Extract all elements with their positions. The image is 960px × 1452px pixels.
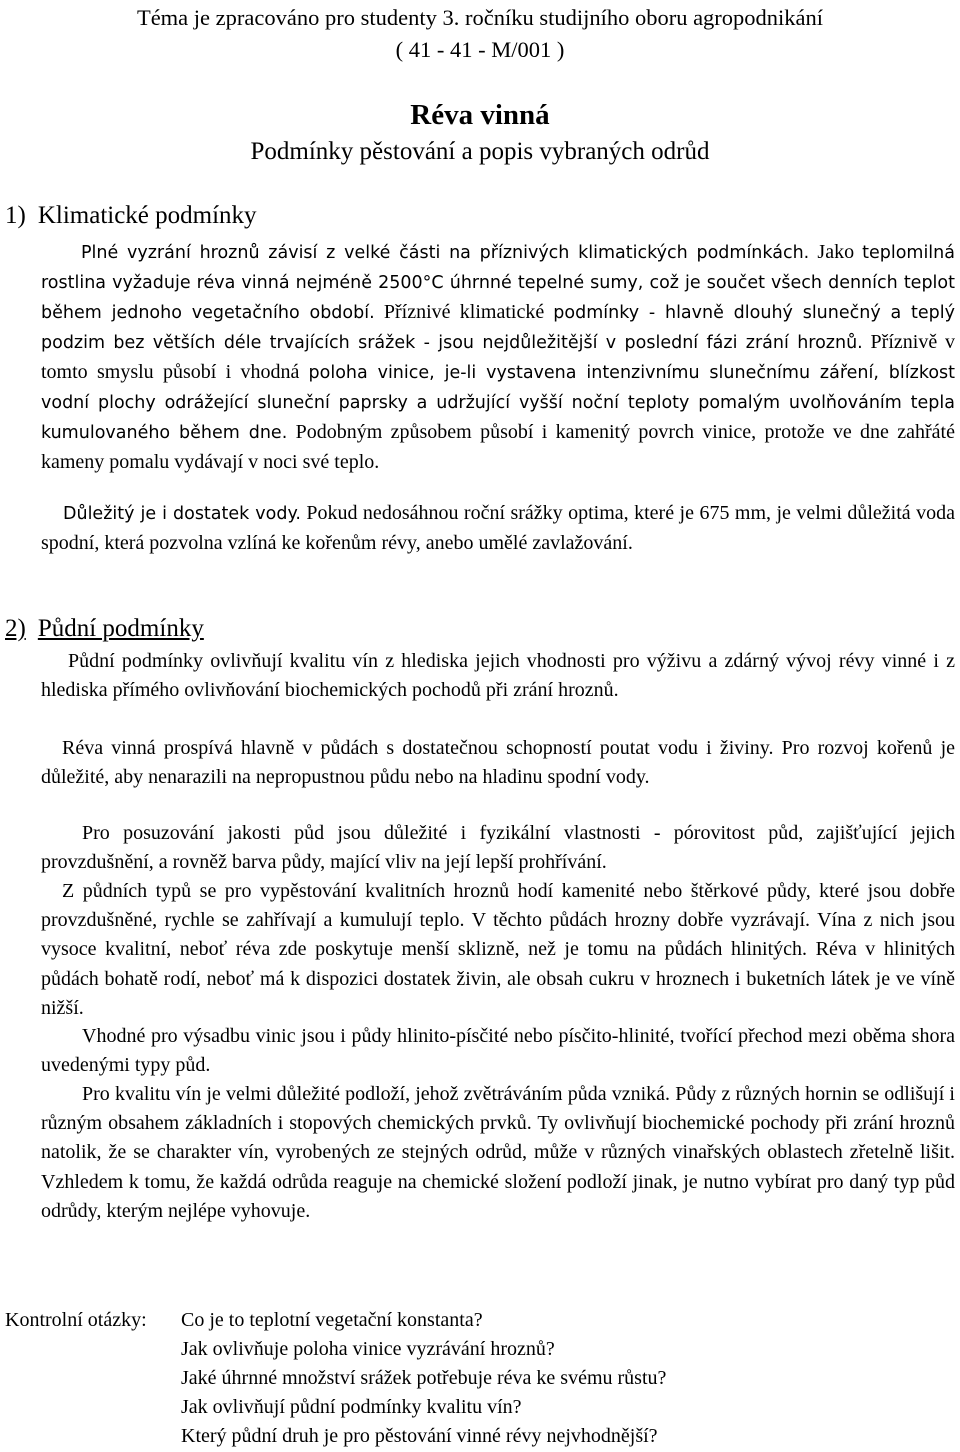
text-run: teplomilná rostlina vyžaduje réva vinná nejméně 2500°C úhrnné tepelné sumy, což je součet všech denních teplot během jednoho vegetačního období. [41, 243, 955, 323]
section-2-number: 2) [5, 615, 26, 642]
question-item: Jaké úhrnné množství srážek potřebuje réva ke svému růstu? [181, 1367, 667, 1389]
question-item: Jak ovlivňují půdní podmínky kvalitu vín? [181, 1396, 522, 1418]
section-2-paragraph-1: Půdní podmínky ovlivňují kvalitu vín z hlediska jejich vhodnosti pro výživu a zdárný vývoj révy vinné i z hlediska přímého ovlivňování biochemických pochodů při zrání hroznů. [41, 650, 955, 702]
section-2-paragraph-5: Vhodné pro výsadbu vinic jsou i půdy hlinito-písčité nebo písčito-hlinité, tvořící přechod mezi oběma shora uvedenými typy půd. [41, 1025, 955, 1077]
section-1-paragraph-2 [41, 499, 955, 558]
document-title: Réva vinná [410, 99, 550, 131]
text-run: Příznivé klimatické [374, 301, 545, 323]
intro-line-2: ( 41 - 41 - M/001 ) [395, 37, 565, 62]
section-1-title: Klimatické podmínky [37, 202, 257, 229]
text-run: poloha vinice, je-li vystavena intenzivnímu slunečnímu záření, blízkost vodní plochy odrážející sluneční paprsky a udržující vyšší noční teploty pomalým uvolňováním tepla kumulovaného během dne. [41, 363, 956, 443]
section-2-paragraph-3: Pro posuzování jakosti půd jsou důležité i fyzikální vlastnosti - pórovitost půd, zajišťující jejich provzdušnění, a rovněž barva půdy, mající vliv na její lepší prohřívání. [41, 822, 955, 874]
intro-line-1: Téma je zpracováno pro studenty 3. ročníku studijního oboru agropodnikání [136, 5, 824, 30]
text-run: Důležitý je i dostatek vody. [63, 504, 301, 524]
question-item: Co je to teplotní vegetační konstanta? [181, 1309, 483, 1331]
text-run: Podobným způsobem působí i kamenitý povrch vinice, protože ve dne zahřáté kameny pomalu vydávají v noci své teplo. [41, 421, 955, 473]
question-row [5, 1306, 666, 1335]
section-2-title: Půdní podmínky [37, 615, 204, 642]
document-subtitle: Podmínky pěstování a popis vybraných odrůd [250, 138, 710, 165]
section-2-heading [5, 614, 204, 644]
question-item: Který půdní druh je pro pěstování vinné révy nejvhodnější? [181, 1425, 658, 1447]
section-1-heading [5, 201, 257, 231]
section-2-paragraph-6: Pro kvalitu vín je velmi důležité podloží, jehož zvětráváním půda vzniká. Půdy z různých hornin se odlišují i různým obsahem základních i stopových chemických prvků. Ty ovlivňují biochemické pochody při zrání hroznů natolik, že se charakter vín, vyrobených ze stejných odrůd, může v různých vinařských oblastech zřetelně lišit. Vzhledem k tomu, že každá odrůda reaguje na chemické složení podloží jinak, je nutno vybírat pro daný typ půd odrůdy, kterým nejlépe vyhovuje. [41, 1083, 955, 1222]
text-run: Jako [809, 241, 855, 263]
section-1-number: 1) [5, 202, 26, 229]
text-run: Příznivě v tomto smyslu působí i vhodná [41, 331, 955, 383]
section-1-paragraph-1 [41, 238, 955, 477]
question-item: Jak ovlivňuje poloha vinice vyzrávání hroznů? [181, 1338, 555, 1360]
review-questions [5, 1306, 666, 1451]
section-2-paragraph-4: Z půdních typů se pro vypěstování kvalitních hroznů hodí kamenité nebo štěrkové půdy, které jsou dobře provzdušněné, rychle se zahřívají a kumulují teplo. V těchto půdách hrozny dobře vyzrávají. Vína z nich jsou vysoce kvalitní, neboť réva zde poskytuje menší sklizně, než je tomu na půdách hlinitých. Réva v hlinitých půdách bohatě rodí, neboť má k dispozici dostatek živin, ale obsah cukru v hroznech i buketních látek je ve víně nižší. [41, 880, 955, 1019]
questions-label: Kontrolní otázky: [5, 1309, 147, 1331]
text-run: podmínky - hlavně dlouhý slunečný a teplý podzim bez větších déle trvajících srážek - jsou nejdůležitější v poslední fázi zrání hroznů. [41, 303, 955, 353]
text-run: Plné vyzrání hroznů závisí z velké části na příznivých klimatických podmínkách. [81, 243, 810, 263]
text-run: Pokud nedosáhnou roční srážky optima, které je 675 mm, je velmi důležitá voda spodní, která pozvolna vzlíná ke kořenům révy, anebo umělé zavlažování. [41, 502, 955, 554]
section-2-paragraph-2: Réva vinná prospívá hlavně v půdách s dostatečnou schopností poutat vodu i živiny. Pro rozvoj kořenů je důležité, aby nenarazili na nepropustnou půdu nebo na hladinu spodní vody. [41, 737, 955, 789]
